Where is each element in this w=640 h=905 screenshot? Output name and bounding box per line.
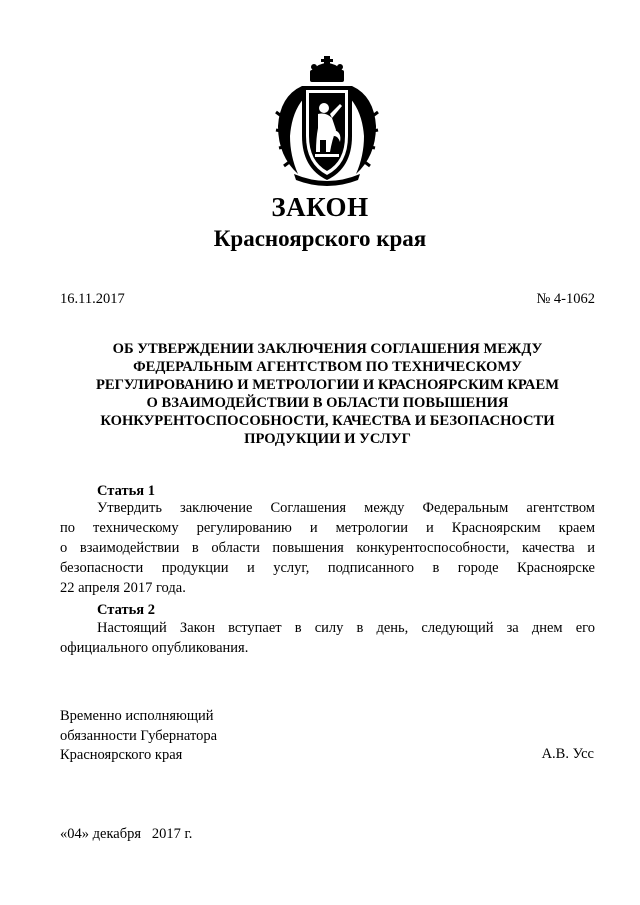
signing-date: «04» декабря 2017 г. — [60, 826, 193, 842]
article-1-line: о взаимодействии в области повышения конкурентоспособности, качества и — [60, 540, 595, 556]
law-heading-line: РЕГУЛИРОВАНИЮ И МЕТРОЛОГИИ И КРАСНОЯРСКИМ КРАЕМ — [96, 377, 559, 393]
article-1-line: по техническому регулированию и метрологии и Красноярским краем — [60, 520, 595, 536]
law-heading — [60, 340, 595, 448]
law-heading-line: ФЕДЕРАЛЬНЫМ АГЕНТСТВОМ ПО ТЕХНИЧЕСКОМУ — [133, 359, 522, 375]
article-1-body — [60, 498, 595, 598]
signatory-position-line: Красноярского края — [60, 747, 183, 763]
document-title: ЗАКОН — [271, 192, 369, 222]
signatory-position — [60, 707, 217, 766]
article-2-title: Статья 2 — [97, 602, 155, 618]
law-heading-line: КОНКУРЕНТОСПОСОБНОСТИ, КАЧЕСТВА И БЕЗОПАСНОСТИ — [100, 413, 555, 429]
law-heading-line: ПРОДУКЦИИ И УСЛУГ — [244, 431, 411, 447]
article-2-line: Настоящий Закон вступает в силу в день, следующий за днем его — [97, 620, 595, 636]
law-number: № 4-1062 — [536, 291, 595, 307]
article-1-line: безопасности продукции и услуг, подписанного в городе Красноярске — [60, 560, 595, 576]
article-1-title: Статья 1 — [97, 483, 155, 499]
article-2-line: официального опубликования. — [60, 640, 249, 656]
signatory-position-line: обязанности Губернатора — [60, 727, 218, 744]
article-1-line: 22 апреля 2017 года. — [60, 580, 186, 596]
document-subtitle: Красноярского края — [213, 226, 427, 251]
article-1-line: Утвердить заключение Соглашения между Федеральным агентством — [97, 500, 595, 516]
law-heading-line: ОБ УТВЕРЖДЕНИИ ЗАКЛЮЧЕНИЯ СОГЛАШЕНИЯ МЕЖДУ — [112, 341, 543, 357]
signatory-name: А.В. Усс — [541, 746, 594, 762]
law-date: 16.11.2017 — [60, 291, 125, 307]
signatory-position-line: Временно исполняющий — [60, 708, 214, 724]
article-2-body — [60, 618, 595, 658]
krasnoyarsk-coat-of-arms-icon — [272, 56, 382, 188]
law-heading-line: О ВЗАИМОДЕЙСТВИИ В ОБЛАСТИ ПОВЫШЕНИЯ — [146, 395, 509, 411]
